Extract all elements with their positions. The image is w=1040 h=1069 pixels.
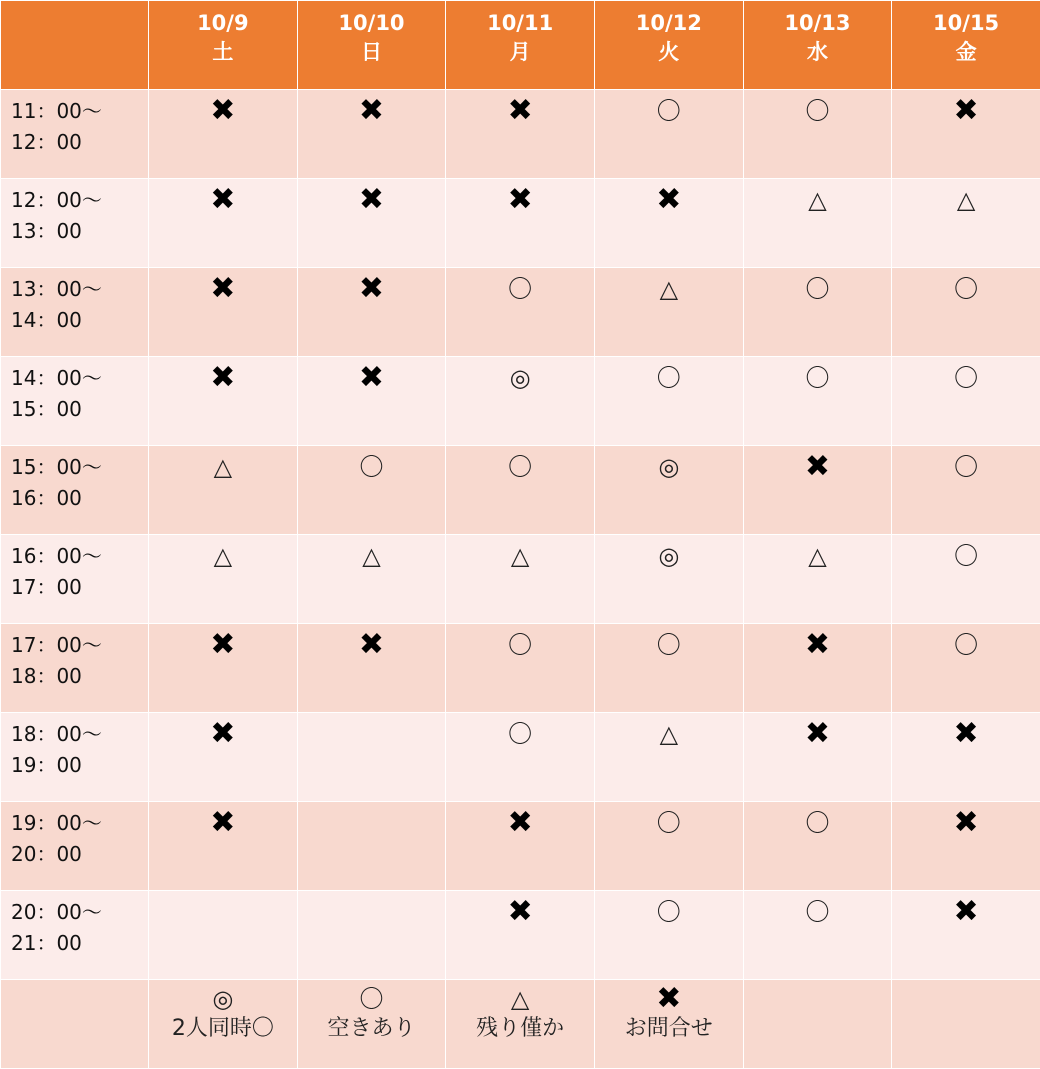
time-row bbox=[1, 624, 1040, 713]
availability-cell[interactable]: 〇 bbox=[446, 713, 595, 802]
day-weekday: 火 bbox=[595, 38, 743, 67]
day-weekday: 水 bbox=[744, 38, 892, 67]
time-range: 20：00～ 21：00 bbox=[1, 891, 149, 980]
availability-cell[interactable]: ✖ bbox=[743, 713, 892, 802]
availability-cell[interactable]: △ bbox=[297, 535, 446, 624]
legend-cell bbox=[446, 980, 595, 1069]
day-date: 10/11 bbox=[446, 9, 594, 38]
legend-corner bbox=[1, 980, 149, 1069]
availability-cell[interactable]: ✖ bbox=[594, 179, 743, 268]
day-header bbox=[446, 1, 595, 90]
availability-cell[interactable] bbox=[297, 713, 446, 802]
availability-cell[interactable]: 〇 bbox=[594, 90, 743, 179]
availability-cell[interactable]: ✖ bbox=[892, 802, 1040, 891]
availability-cell[interactable]: 〇 bbox=[892, 624, 1040, 713]
legend-symbol: 〇 bbox=[298, 984, 446, 1014]
availability-cell[interactable]: 〇 bbox=[892, 357, 1040, 446]
availability-cell[interactable]: ✖ bbox=[743, 624, 892, 713]
day-header bbox=[892, 1, 1040, 90]
availability-cell[interactable]: ✖ bbox=[892, 891, 1040, 980]
availability-cell[interactable]: △ bbox=[149, 446, 298, 535]
availability-cell[interactable]: 〇 bbox=[743, 357, 892, 446]
availability-cell[interactable] bbox=[149, 891, 298, 980]
time-range: 18：00～ 19：00 bbox=[1, 713, 149, 802]
availability-cell[interactable]: ✖ bbox=[892, 90, 1040, 179]
availability-cell[interactable]: ✖ bbox=[149, 357, 298, 446]
availability-cell[interactable]: 〇 bbox=[743, 90, 892, 179]
time-row bbox=[1, 713, 1040, 802]
legend-cell bbox=[892, 980, 1040, 1069]
time-row bbox=[1, 891, 1040, 980]
availability-cell[interactable]: ◎ bbox=[594, 535, 743, 624]
time-range: 12：00～ 13：00 bbox=[1, 179, 149, 268]
time-row bbox=[1, 357, 1040, 446]
availability-cell[interactable]: ◎ bbox=[446, 357, 595, 446]
availability-cell[interactable]: ✖ bbox=[892, 713, 1040, 802]
time-row bbox=[1, 268, 1040, 357]
availability-cell[interactable]: 〇 bbox=[892, 268, 1040, 357]
day-header bbox=[149, 1, 298, 90]
day-weekday: 金 bbox=[892, 38, 1040, 67]
availability-cell[interactable]: ✖ bbox=[149, 802, 298, 891]
availability-cell[interactable]: 〇 bbox=[594, 624, 743, 713]
legend-cell bbox=[149, 980, 298, 1069]
day-date: 10/15 bbox=[892, 9, 1040, 38]
availability-cell[interactable]: ✖ bbox=[149, 179, 298, 268]
legend-label: お問合せ bbox=[595, 1014, 743, 1044]
availability-cell[interactable]: △ bbox=[892, 179, 1040, 268]
availability-cell[interactable]: △ bbox=[594, 713, 743, 802]
day-date: 10/9 bbox=[149, 9, 297, 38]
day-weekday: 月 bbox=[446, 38, 594, 67]
availability-cell[interactable]: △ bbox=[446, 535, 595, 624]
legend-cell bbox=[594, 980, 743, 1069]
availability-cell[interactable]: 〇 bbox=[297, 446, 446, 535]
time-range: 14：00～ 15：00 bbox=[1, 357, 149, 446]
availability-cell[interactable]: ✖ bbox=[297, 624, 446, 713]
availability-cell[interactable]: ✖ bbox=[297, 268, 446, 357]
day-weekday: 土 bbox=[149, 38, 297, 67]
legend-label: 2人同時〇 bbox=[149, 1014, 297, 1044]
availability-cell[interactable]: 〇 bbox=[446, 446, 595, 535]
availability-cell[interactable]: 〇 bbox=[743, 891, 892, 980]
availability-cell[interactable]: 〇 bbox=[892, 446, 1040, 535]
availability-cell[interactable]: 〇 bbox=[446, 268, 595, 357]
availability-cell[interactable]: 〇 bbox=[594, 891, 743, 980]
time-row bbox=[1, 446, 1040, 535]
day-date: 10/12 bbox=[595, 9, 743, 38]
availability-cell[interactable]: ✖ bbox=[297, 90, 446, 179]
availability-cell[interactable]: △ bbox=[149, 535, 298, 624]
availability-cell[interactable]: ✖ bbox=[446, 90, 595, 179]
day-date: 10/13 bbox=[744, 9, 892, 38]
availability-cell[interactable]: ✖ bbox=[297, 179, 446, 268]
time-range: 15：00～ 16：00 bbox=[1, 446, 149, 535]
day-date: 10/10 bbox=[298, 9, 446, 38]
time-range: 16：00～ 17：00 bbox=[1, 535, 149, 624]
availability-cell[interactable]: ✖ bbox=[743, 446, 892, 535]
availability-cell[interactable]: 〇 bbox=[892, 535, 1040, 624]
day-header bbox=[297, 1, 446, 90]
day-header bbox=[594, 1, 743, 90]
availability-cell[interactable] bbox=[297, 802, 446, 891]
legend-row bbox=[1, 980, 1040, 1069]
availability-cell[interactable]: ◎ bbox=[594, 446, 743, 535]
legend-symbol: △ bbox=[446, 984, 594, 1014]
availability-cell[interactable] bbox=[297, 891, 446, 980]
time-row bbox=[1, 90, 1040, 179]
availability-cell[interactable]: ✖ bbox=[149, 90, 298, 179]
availability-cell[interactable]: △ bbox=[594, 268, 743, 357]
day-weekday: 日 bbox=[298, 38, 446, 67]
availability-cell[interactable]: △ bbox=[743, 535, 892, 624]
legend-symbol: ✖ bbox=[595, 984, 743, 1014]
header-row bbox=[1, 1, 1040, 90]
legend-label: 残り僅か bbox=[446, 1014, 594, 1044]
availability-cell[interactable]: ✖ bbox=[297, 357, 446, 446]
corner-cell bbox=[1, 1, 149, 90]
legend-cell bbox=[297, 980, 446, 1069]
availability-cell[interactable]: 〇 bbox=[743, 802, 892, 891]
day-header bbox=[743, 1, 892, 90]
time-range: 17：00～ 18：00 bbox=[1, 624, 149, 713]
time-row bbox=[1, 535, 1040, 624]
availability-cell[interactable]: ✖ bbox=[149, 624, 298, 713]
availability-cell[interactable]: 〇 bbox=[743, 268, 892, 357]
availability-cell[interactable]: ✖ bbox=[446, 179, 595, 268]
time-range: 11：00～ 12：00 bbox=[1, 90, 149, 179]
availability-cell[interactable]: △ bbox=[743, 179, 892, 268]
time-row bbox=[1, 179, 1040, 268]
availability-cell[interactable]: 〇 bbox=[594, 802, 743, 891]
availability-cell[interactable]: 〇 bbox=[446, 624, 595, 713]
availability-cell[interactable]: ✖ bbox=[149, 713, 298, 802]
time-range: 19：00～ 20：00 bbox=[1, 802, 149, 891]
availability-cell[interactable]: ✖ bbox=[446, 802, 595, 891]
legend-cell bbox=[743, 980, 892, 1069]
legend-label: 空きあり bbox=[298, 1014, 446, 1044]
availability-cell[interactable]: 〇 bbox=[594, 357, 743, 446]
time-row bbox=[1, 802, 1040, 891]
legend-symbol: ◎ bbox=[149, 984, 297, 1014]
time-range: 13：00～ 14：00 bbox=[1, 268, 149, 357]
availability-cell[interactable]: ✖ bbox=[446, 891, 595, 980]
availability-cell[interactable]: ✖ bbox=[149, 268, 298, 357]
